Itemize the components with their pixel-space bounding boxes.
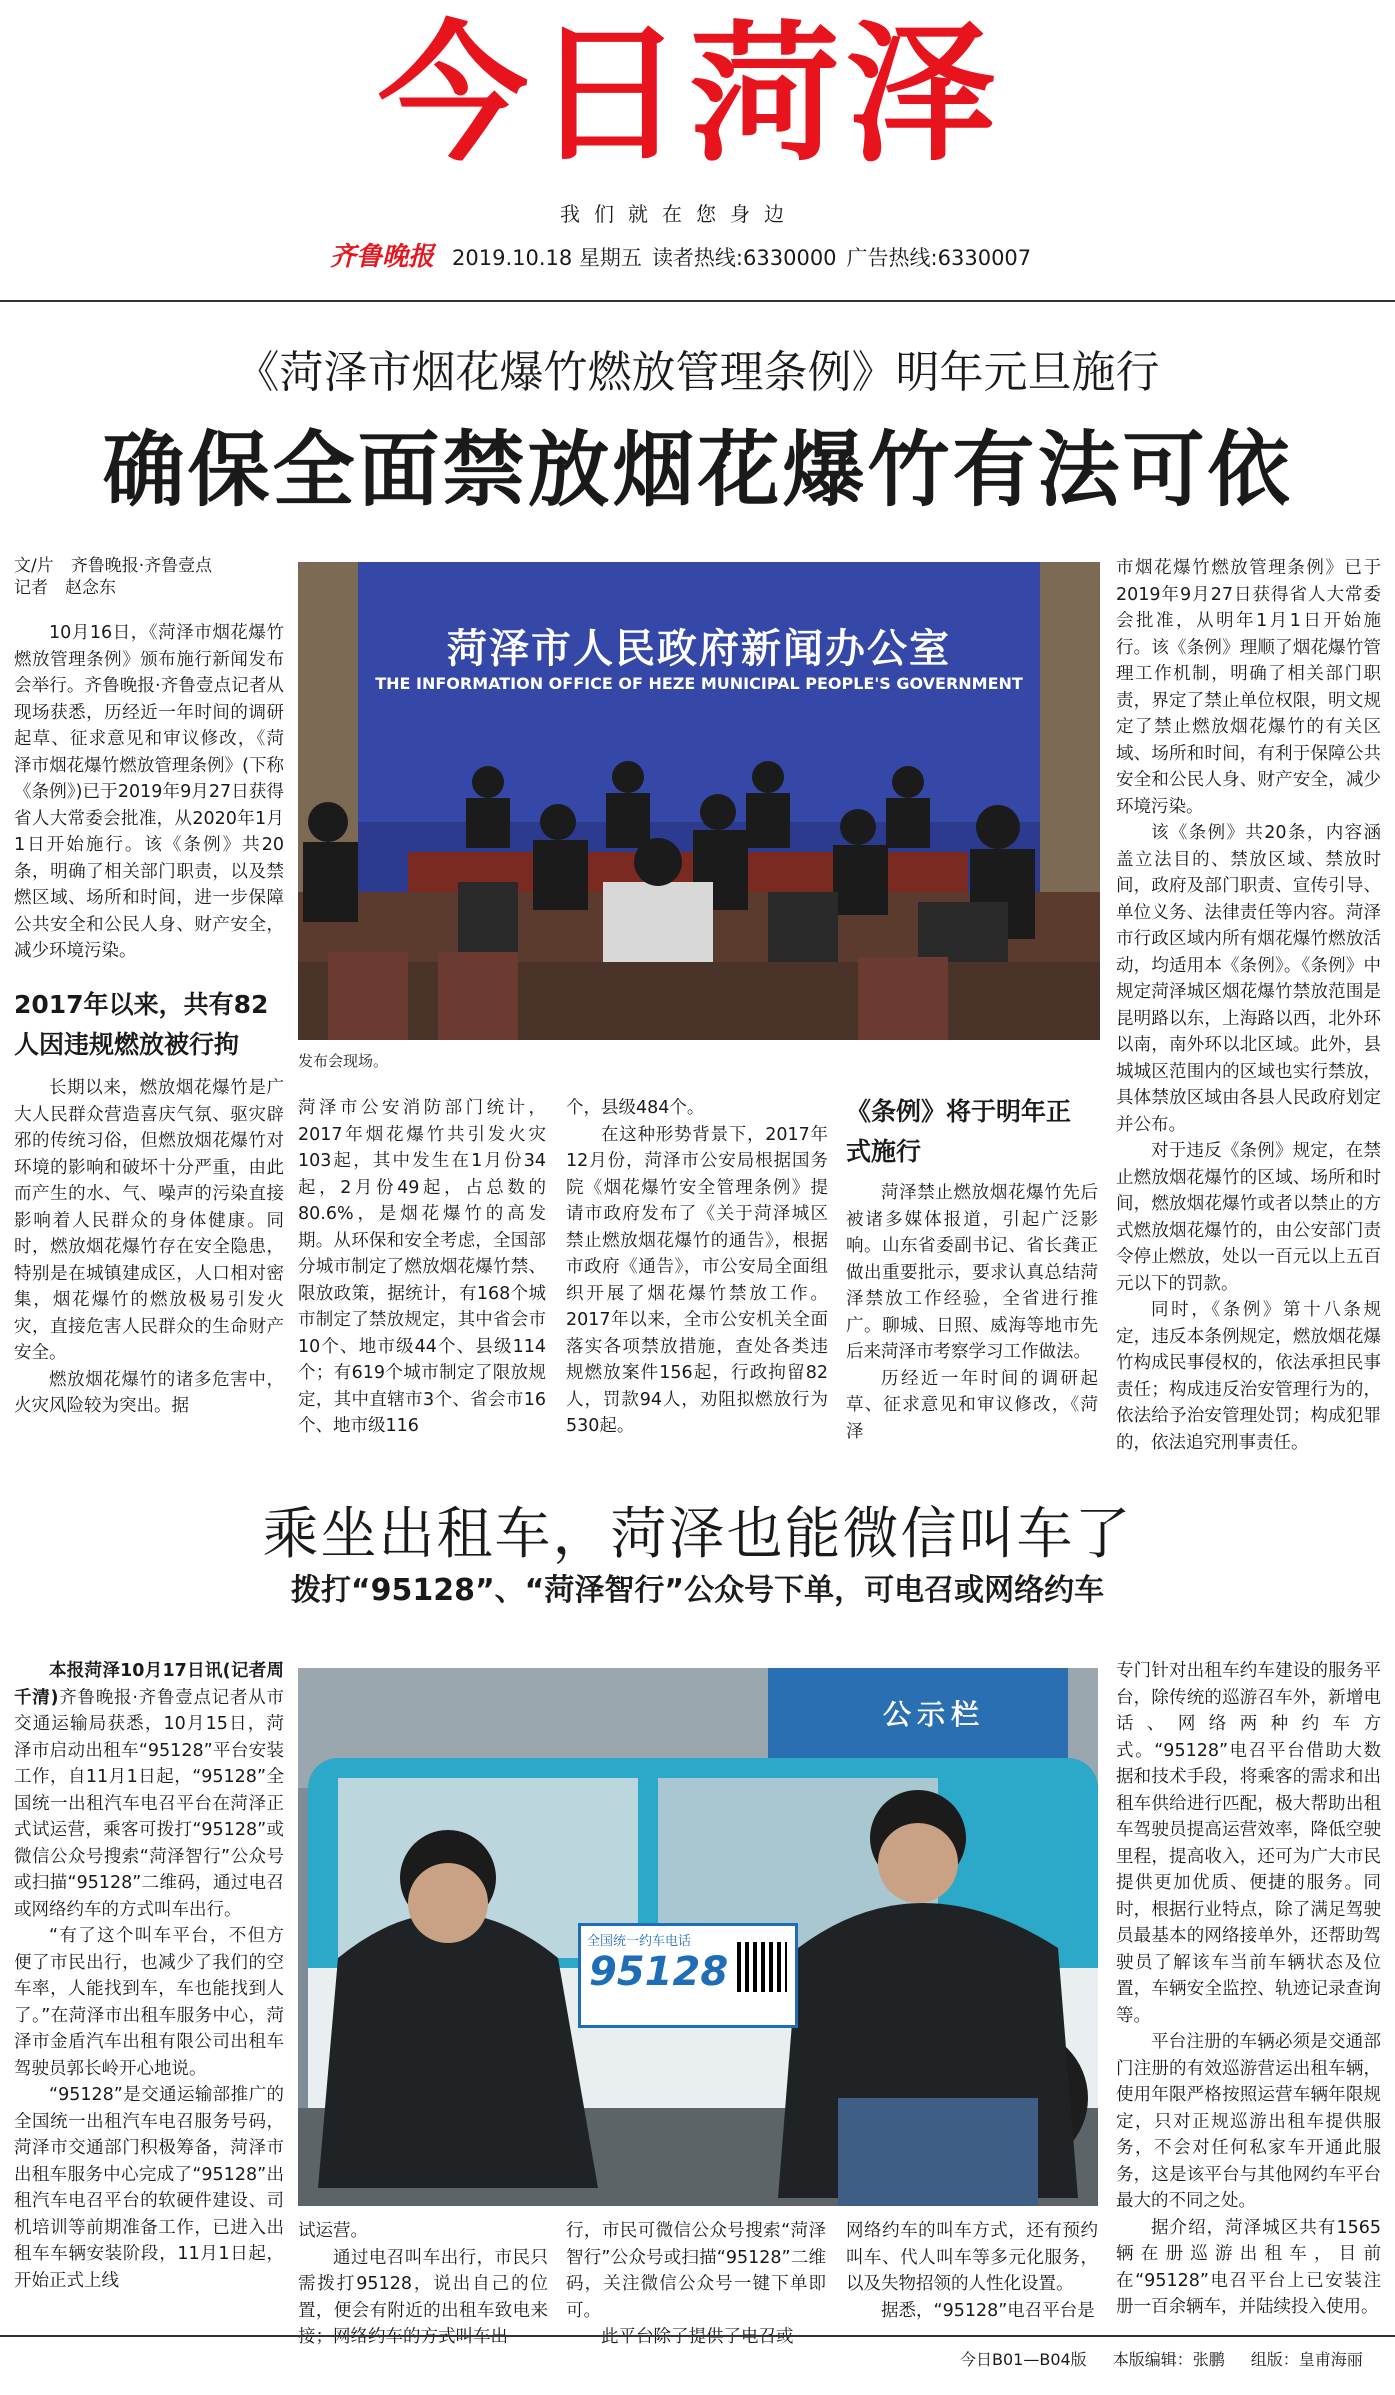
paragraph: 据介绍，菏泽城区共有1565辆在册巡游出租车，目前在“95128”电召平台上已安装注册一百余辆车，并陆续投入使用。 xyxy=(1116,2217,1381,2317)
photo-banner-en: THE INFORMATION OFFICE OF HEZE MUNICIPAL PEOPLE'S GOVERNMENT xyxy=(375,674,1023,693)
article1-col5 xyxy=(1116,555,1381,1453)
photo-caption: 发布会现场。 xyxy=(298,1052,389,1070)
issue-date: 2019.10.18 星期五 xyxy=(452,246,642,270)
article1-col1-bottom xyxy=(14,1075,284,1420)
paragraph: 网络约车的叫车方式，还有预约叫车、代人叫车等多元化服务，以及失物招领的人性化设置。 xyxy=(846,2221,1098,2294)
footer-divider xyxy=(0,2335,1395,2337)
brand-logo: 齐鲁晚报 xyxy=(330,242,435,272)
masthead-divider xyxy=(0,300,1395,302)
footer-editor: 本版编辑：张鹏 xyxy=(1112,2350,1225,2369)
article1-col1-top xyxy=(14,620,284,980)
notice-board-label: 公示栏 xyxy=(882,1698,985,1731)
article2-col2 xyxy=(298,2218,548,2347)
article1-subhead-2: 《条例》将于明年正式施行 xyxy=(846,1097,1072,1166)
byline-reporter: 记者 赵念东 xyxy=(14,578,116,598)
paragraph: 平台注册的车辆必须是交通部门注册的有效巡游营运出租车辆，使用年限严格按照运营车辆年限规定，只对正规巡游出租车提供服务，不会对任何私家车开通此服务，这是该平台与其他网约车平台最大的不同之处。 xyxy=(1116,2032,1381,2211)
paragraph: “有了这个叫车平台，不但方便了市民出行，也减少了我们的空车率，人能找到车，车也能找到人了。”在菏泽市出租车服务中心，菏泽市金盾汽车出租有限公司出租车驾驶员郭长岭开心地说。 xyxy=(14,1926,284,2079)
paragraph: 试运营。 xyxy=(298,2221,368,2241)
paragraph: 历经近一年时间的调研起草、征求意见和审议修改，《菏泽 xyxy=(846,1368,1098,1442)
article2-col4 xyxy=(846,2218,1098,2321)
paragraph: 该《条例》共20条，内容涵盖立法目的、禁放区域、禁放时间，政府及部门职责、宣传引导、单位义务、法律责任等内容。菏泽市行政区域内所有烟花爆竹燃放活动，均适用本《条例》。《条例》中规定菏泽城区烟花爆竹禁放范围是昆明路以东，上海路以西，北外环以南，南外环以北区域。此外，县城城区范围内的区域也实行禁放，具体禁放区域由各县人民政府划定并公布。 xyxy=(1116,823,1381,1135)
ad-hotline: 广告热线:6330007 xyxy=(846,246,1032,270)
footer-pages: 今日B01—B04版 xyxy=(960,2350,1087,2369)
press-conference-photo xyxy=(298,562,1100,1040)
article1-subhead-1: 2017年以来，共有82人因违规燃放被行拘 xyxy=(14,990,269,1059)
95128-sign xyxy=(578,1923,798,2028)
paragraph: 长期以来，燃放烟花爆竹是广大人民群众营造喜庆气氛、驱灾辟邪的传统习俗，但燃放烟花爆竹对环境的影响和破坏十分严重，由此而产生的水、气、噪声的污染直接影响着人民群众的身体健康。同时，燃放烟花爆竹存在安全隐患，特别是在城镇建成区，人口相对密集，烟花爆竹的燃放极易引发火灾，直接危害人民群众的生命财产安全。 xyxy=(14,1078,284,1363)
paragraph xyxy=(14,1658,284,1923)
paragraph: 菏泽禁止燃放烟花爆竹先后被诸多媒体报道，引起广泛影响。山东省委副书记、省长龚正做出重要批示，要求认真总结菏泽禁放工作经验，全省进行推广。聊城、日照、威海等地市先后来菏泽市考察学习工作做法。 xyxy=(846,1183,1098,1362)
paragraph: “95128”是交通运输部推广的全国统一出租汽车电召服务号码，菏泽市交通部门积极筹备，菏泽市出租车服务中心完成了“95128”出租汽车电召平台的软硬件建设、司机培训等前期准备工作，已进入出租车车辆安装阶段，11月1日起，开始正式上线 xyxy=(14,2085,284,2291)
paragraph-text: 齐鲁晚报·齐鲁壹点记者从市交通运输局获悉，10月15日，菏泽市启动出租车“95128”平台安装工作，自11月1日起，“95128”全国统一出租汽车电召平台在菏泽正式试运营，乘客可拨打“95128”或微信公众号搜索“菏泽智行”公众号或扫描“95128”二维码，通过电召或网络约车的方式叫车出行。 xyxy=(14,1687,285,1920)
article1-col3 xyxy=(566,1095,828,1436)
footer xyxy=(960,2347,1363,2370)
sign-label: 全国统一约车电话 xyxy=(587,1934,692,1949)
sign-number: 95128 xyxy=(589,1949,729,1995)
article1-col4 xyxy=(846,1180,1098,1442)
article2-col5 xyxy=(1116,1658,1381,2317)
paragraph: 个，县级484个。 xyxy=(566,1098,705,1118)
photo-banner-cn: 菏泽市人民政府新闻办公室 xyxy=(447,626,951,672)
article1-byline xyxy=(14,555,284,599)
taxi-photo xyxy=(298,1668,1098,2206)
byline-source: 文/片 齐鲁晚报·齐鲁壹点 xyxy=(14,556,213,576)
paragraph: 菏泽市公安消防部门统计，2017年烟花爆竹共引发火灾103起，其中发生在1月份34起，2月份49起，占总数的80.6%，是烟花爆竹的高发期。从环保和安全考虑，全国部分城市制定了燃放烟花爆竹禁、限放政策，据统计，有168个城市制定了禁放规定，其中省会市10个、地市级44个、县级114个；有619个城市制定了限放规定，其中直辖市3个、省会市16个、地市级116 xyxy=(298,1098,546,1436)
reader-hotline: 读者热线:6330000 xyxy=(651,246,837,270)
article2-col1 xyxy=(14,1658,284,2313)
paragraph: 同时，《条例》第十八条规定，违反本条例规定，燃放烟花爆竹构成民事侵权的，依法承担民事责任；构成违反治安管理行为的，依法给予治安管理处罚；构成犯罪的，依法追究刑事责任。 xyxy=(1116,1300,1381,1453)
masthead-slogan: 我们就在您身边 xyxy=(560,202,798,226)
article2-headline: 乘坐出租车，菏泽也能微信叫车了 xyxy=(262,1502,1133,1567)
paragraph: 10月16日，《菏泽市烟花爆竹燃放管理条例》颁布施行新闻发布会举行。齐鲁晚报·齐鲁壹点记者从现场获悉，历经近一年时间的调研起草、征求意见和审议修改，《菏泽市烟花爆竹燃放管理条例》(下称《条例》)已于2019年9月27日获得省人大常委会批准，从2020年1月1日开始施行。该《条例》共20条，明确了相关部门职责，以及禁燃区域、场所和时间，进一步保障公共安全和公民人身、财产安全，减少环境污染。 xyxy=(14,623,284,961)
paragraph: 据悉，“95128”电召平台是 xyxy=(881,2300,1095,2321)
paragraph: 此平台除了提供了电召或 xyxy=(601,2327,794,2347)
paragraph: 行，市民可微信公众号搜索“菏泽智行”公众号或扫描“95128”二维码，关注微信公众号一键下单即可。 xyxy=(566,2221,826,2321)
paragraph: 通过电召叫车出行，市民只需拨打95128，说出自己的位置，便会有附近的出租车致电来接；网络约车的方式叫车出 xyxy=(298,2247,548,2347)
footer-layout: 组版：皇甫海丽 xyxy=(1250,2350,1363,2369)
qr-code-icon xyxy=(737,1942,787,1992)
paragraph: 燃放烟花爆竹的诸多危害中，火灾风险较为突出。据 xyxy=(14,1369,284,1416)
masthead-infoline xyxy=(330,236,1031,273)
paragraph: 对于违反《条例》规定，在禁止燃放烟花爆竹的区域、场所和时间，燃放烟花爆竹或者以禁止的方式燃放烟花爆竹的，由公安部门责令停止燃放，处以一百元以上五百元以下的罚款。 xyxy=(1116,1141,1381,1294)
article2-subheadline: 拨打“95128”、“菏泽智行”公众号下单，可电召或网络约车 xyxy=(290,1573,1105,1608)
dateline: 本报菏泽10月17日讯(记者周千清) xyxy=(14,1661,284,1708)
paragraph: 专门针对出租车约车建设的服务平台，除传统的巡游召车外，新增电话、网络两种约车方式。“95128”电召平台借助大数据和技术手段，将乘客的需求和出租车供给进行匹配，极大帮助出租车驾驶员提高运营效率，降低空驶里程，提高收入，还可为广大市民提供更加优质、便捷的服务。同时，根据行业特点，除了满足驾驶员最基本的网络接单外，还帮助驾驶员了解该车当前车辆状态及位置，车辆安全监控、轨迹记录查询等。 xyxy=(1116,1661,1381,2026)
article1-kicker: 《菏泽市烟花爆竹燃放管理条例》明年元旦施行 xyxy=(235,347,1160,398)
paragraph: 市烟花爆竹燃放管理条例》已于2019年9月27日获得省人大常委会批准，从明年1月1日开始施行。该《条例》理顺了烟花爆竹管理工作机制，明确了相关部门职责，界定了禁止单位权限，明文规定了禁止燃放烟花爆竹的有关区域、场所和时间，有利于保障公共安全和公民人身、财产安全，减少环境污染。 xyxy=(1116,558,1381,817)
article1-col2 xyxy=(298,1095,546,1436)
masthead-title: 今日菏泽 xyxy=(377,8,1002,182)
paragraph: 在这种形势背景下，2017年12月份，菏泽市公安局根据国务院《烟花爆竹安全管理条例》提请市政府发布了《关于菏泽城区禁止燃放烟花爆竹的通告》，根据市政府《通告》，市公安局全面组织开展了烟花爆竹禁放工作。2017年以来，全市公安机关全面落实各项禁放措施，查处各类违规燃放案件156起，行政拘留82人，罚款94人，劝阻拟燃放行为530起。 xyxy=(566,1124,828,1436)
article1-headline: 确保全面禁放烟花爆竹有法可依 xyxy=(102,423,1293,518)
article2-col3 xyxy=(566,2218,826,2347)
